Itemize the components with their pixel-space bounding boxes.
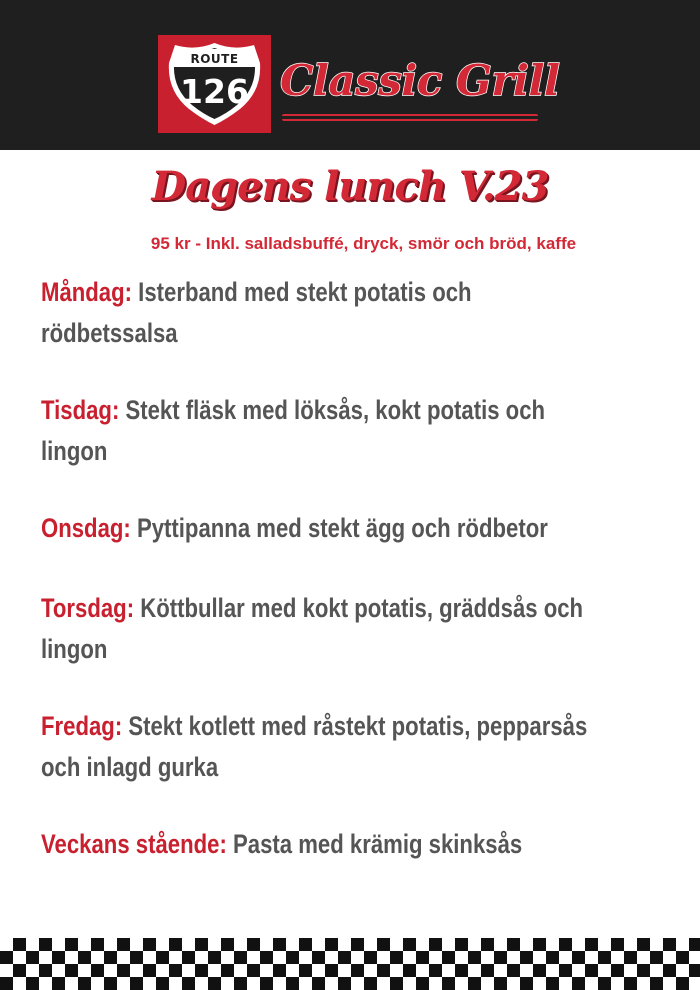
day-name: Onsdag: [41, 513, 131, 543]
dish-text: Isterband med stekt potatis och [132, 277, 472, 307]
brand-logo [278, 52, 568, 122]
dish-text: Pasta med krämig skinksås [226, 829, 523, 859]
dish-text: Pyttipanna med stekt ägg och rödbetor [130, 513, 548, 543]
dish-text-continued: lingon [41, 634, 108, 664]
menu-item-wednesday [41, 508, 681, 549]
brand-underline [282, 114, 538, 121]
route-number: 126 [180, 72, 249, 111]
day-name: Fredag: [41, 711, 123, 741]
menu-item-monday [41, 272, 681, 354]
dish-text: Stekt fläsk med löksås, kokt potatis och [119, 395, 546, 425]
day-name: Tisdag: [41, 395, 120, 425]
checkered-border [0, 938, 700, 990]
header-banner [0, 0, 700, 150]
menu-item-thursday [41, 588, 681, 670]
dish-text: Stekt kotlett med råstekt potatis, pepparsås [122, 711, 588, 741]
dish-text-continued: rödbetssalsa [41, 318, 178, 348]
menu-item-friday [41, 706, 681, 788]
day-name: Måndag: [41, 277, 133, 307]
price-subtitle: 95 kr - Inkl. salladsbuffé, dryck, smör och bröd, kaffe [150, 234, 577, 253]
day-name: Veckans stående: [41, 829, 227, 859]
menu-item-weekly [41, 824, 681, 865]
route-shield-icon [165, 41, 264, 127]
dish-text-continued: och inlagd gurka [41, 752, 219, 782]
menu-item-tuesday [41, 390, 681, 472]
dish-text: Köttbullar med kokt potatis, gräddsås och [134, 593, 584, 623]
page-title: Dagens lunch V.23 [151, 163, 549, 210]
route-126-logo [158, 35, 271, 133]
brand-name: Classic Grill [280, 56, 560, 105]
day-name: Torsdag: [41, 593, 135, 623]
route-label: ROUTE [190, 52, 239, 66]
dish-text-continued: lingon [41, 436, 108, 466]
